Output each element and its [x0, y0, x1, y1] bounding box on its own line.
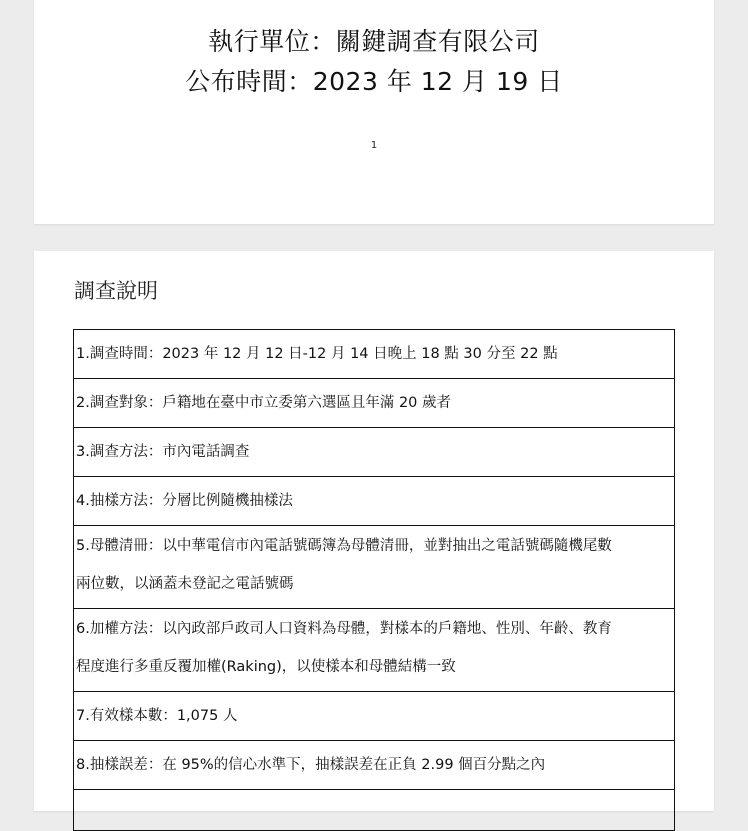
table-row	[74, 692, 674, 741]
row-text: 1.調查時間：2023 年 12 月 12 日-12 月 14 日晚上 18 點 30 分至 22 點	[76, 346, 558, 362]
table-row	[74, 526, 674, 609]
survey-page	[34, 251, 714, 811]
row-text-line2: 程度進行多重反覆加權(Raking)，以使樣本和母體結構一致	[76, 659, 456, 675]
row-text: 7.有效樣本數：1,075 人	[76, 708, 238, 724]
row-text: 8.抽樣誤差：在 95%的信心水準下，抽樣誤差在正負 2.99 個百分點之內	[76, 757, 546, 773]
table-row	[74, 379, 674, 428]
row-text: 4.抽樣方法：分層比例隨機抽樣法	[76, 493, 293, 509]
executor-line: 執行單位：關鍵調查有限公司	[208, 27, 540, 56]
table-row	[74, 609, 674, 692]
row-text: 3.調查方法：市內電話調查	[76, 444, 250, 460]
cover-page	[34, 0, 714, 224]
publish-date-line: 公布時間：2023 年 12 月 19 日	[185, 67, 563, 96]
table-row	[74, 428, 674, 477]
table-row	[74, 477, 674, 526]
section-title: 調查說明	[74, 279, 158, 303]
row-text-line1: 6.加權方法：以內政部戶政司人口資料為母體，對樣本的戶籍地、性別、年齡、教育	[76, 621, 612, 637]
survey-info-table	[73, 329, 675, 831]
row-text-line1: 5.母體清冊：以中華電信市內電話號碼簿為母體清冊，並對抽出之電話號碼隨機尾數	[76, 538, 612, 554]
table-row	[74, 741, 674, 790]
row-text: 2.調查對象：戶籍地在臺中市立委第六選區且年滿 20 歲者	[76, 395, 452, 411]
page-number: 1	[370, 140, 378, 151]
row-text-line2: 兩位數，以涵蓋未登記之電話號碼	[76, 576, 294, 592]
table-row-partial	[74, 790, 674, 831]
table-row	[74, 330, 674, 379]
